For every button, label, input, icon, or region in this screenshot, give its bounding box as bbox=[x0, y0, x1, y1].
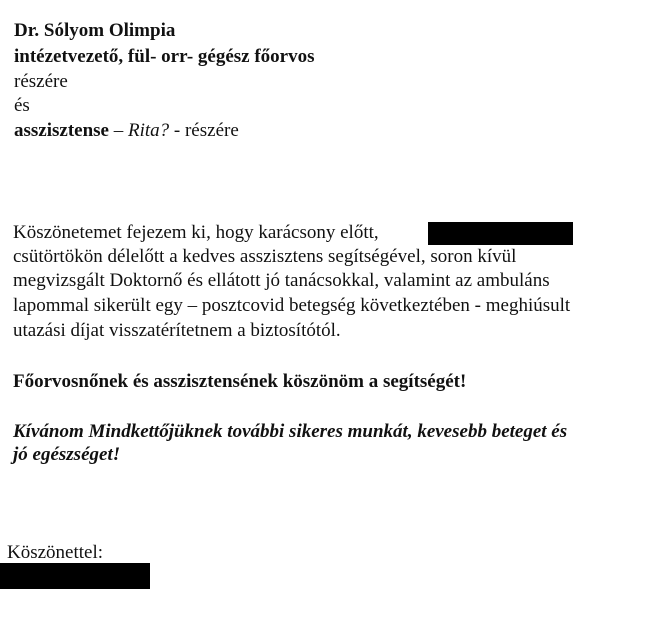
body-line-3: megvizsgált Doktornő és ellátott jó tanácsokkal, valamint az ambuláns bbox=[13, 270, 550, 291]
body-line-2: csütörtökön délelőtt a kedves asszisztens segítségével, soron kívül bbox=[13, 246, 517, 267]
recipient-title: intézetvezető, fül- orr- gégész főorvos bbox=[14, 46, 315, 67]
body-line-1: Köszönetemet fejezem ki, hogy karácsony előtt, bbox=[13, 222, 379, 243]
assistant-label: asszisztense bbox=[14, 120, 109, 141]
assistant-suffix: - részére bbox=[169, 120, 239, 141]
body-line-5: utazási díjat visszatérítetnem a biztosítótól. bbox=[13, 320, 341, 341]
recipient-reszere: részére bbox=[14, 71, 68, 92]
recipient-es: és bbox=[14, 95, 30, 116]
thanks-line: Főorvosnőnek és asszisztensének köszönöm a segítségét! bbox=[13, 371, 467, 392]
recipient-name: Dr. Sólyom Olimpia bbox=[14, 20, 176, 41]
wishes-line-1: Kívánom Mindkettőjüknek további sikeres munkát, kevesebb beteget és bbox=[13, 421, 568, 442]
body-line-4: lapommal sikerült egy – posztcovid betegség következtében - meghiúsult bbox=[13, 295, 571, 316]
redacted-name-box bbox=[428, 222, 573, 245]
assistant-line bbox=[14, 120, 239, 142]
closing-text: Köszönettel: bbox=[7, 542, 104, 563]
assistant-name: Rita? bbox=[127, 120, 170, 141]
redacted-signature-box bbox=[0, 563, 150, 589]
assistant-dash: – bbox=[108, 120, 128, 141]
wishes-line-2: jó egészséget! bbox=[13, 444, 121, 465]
